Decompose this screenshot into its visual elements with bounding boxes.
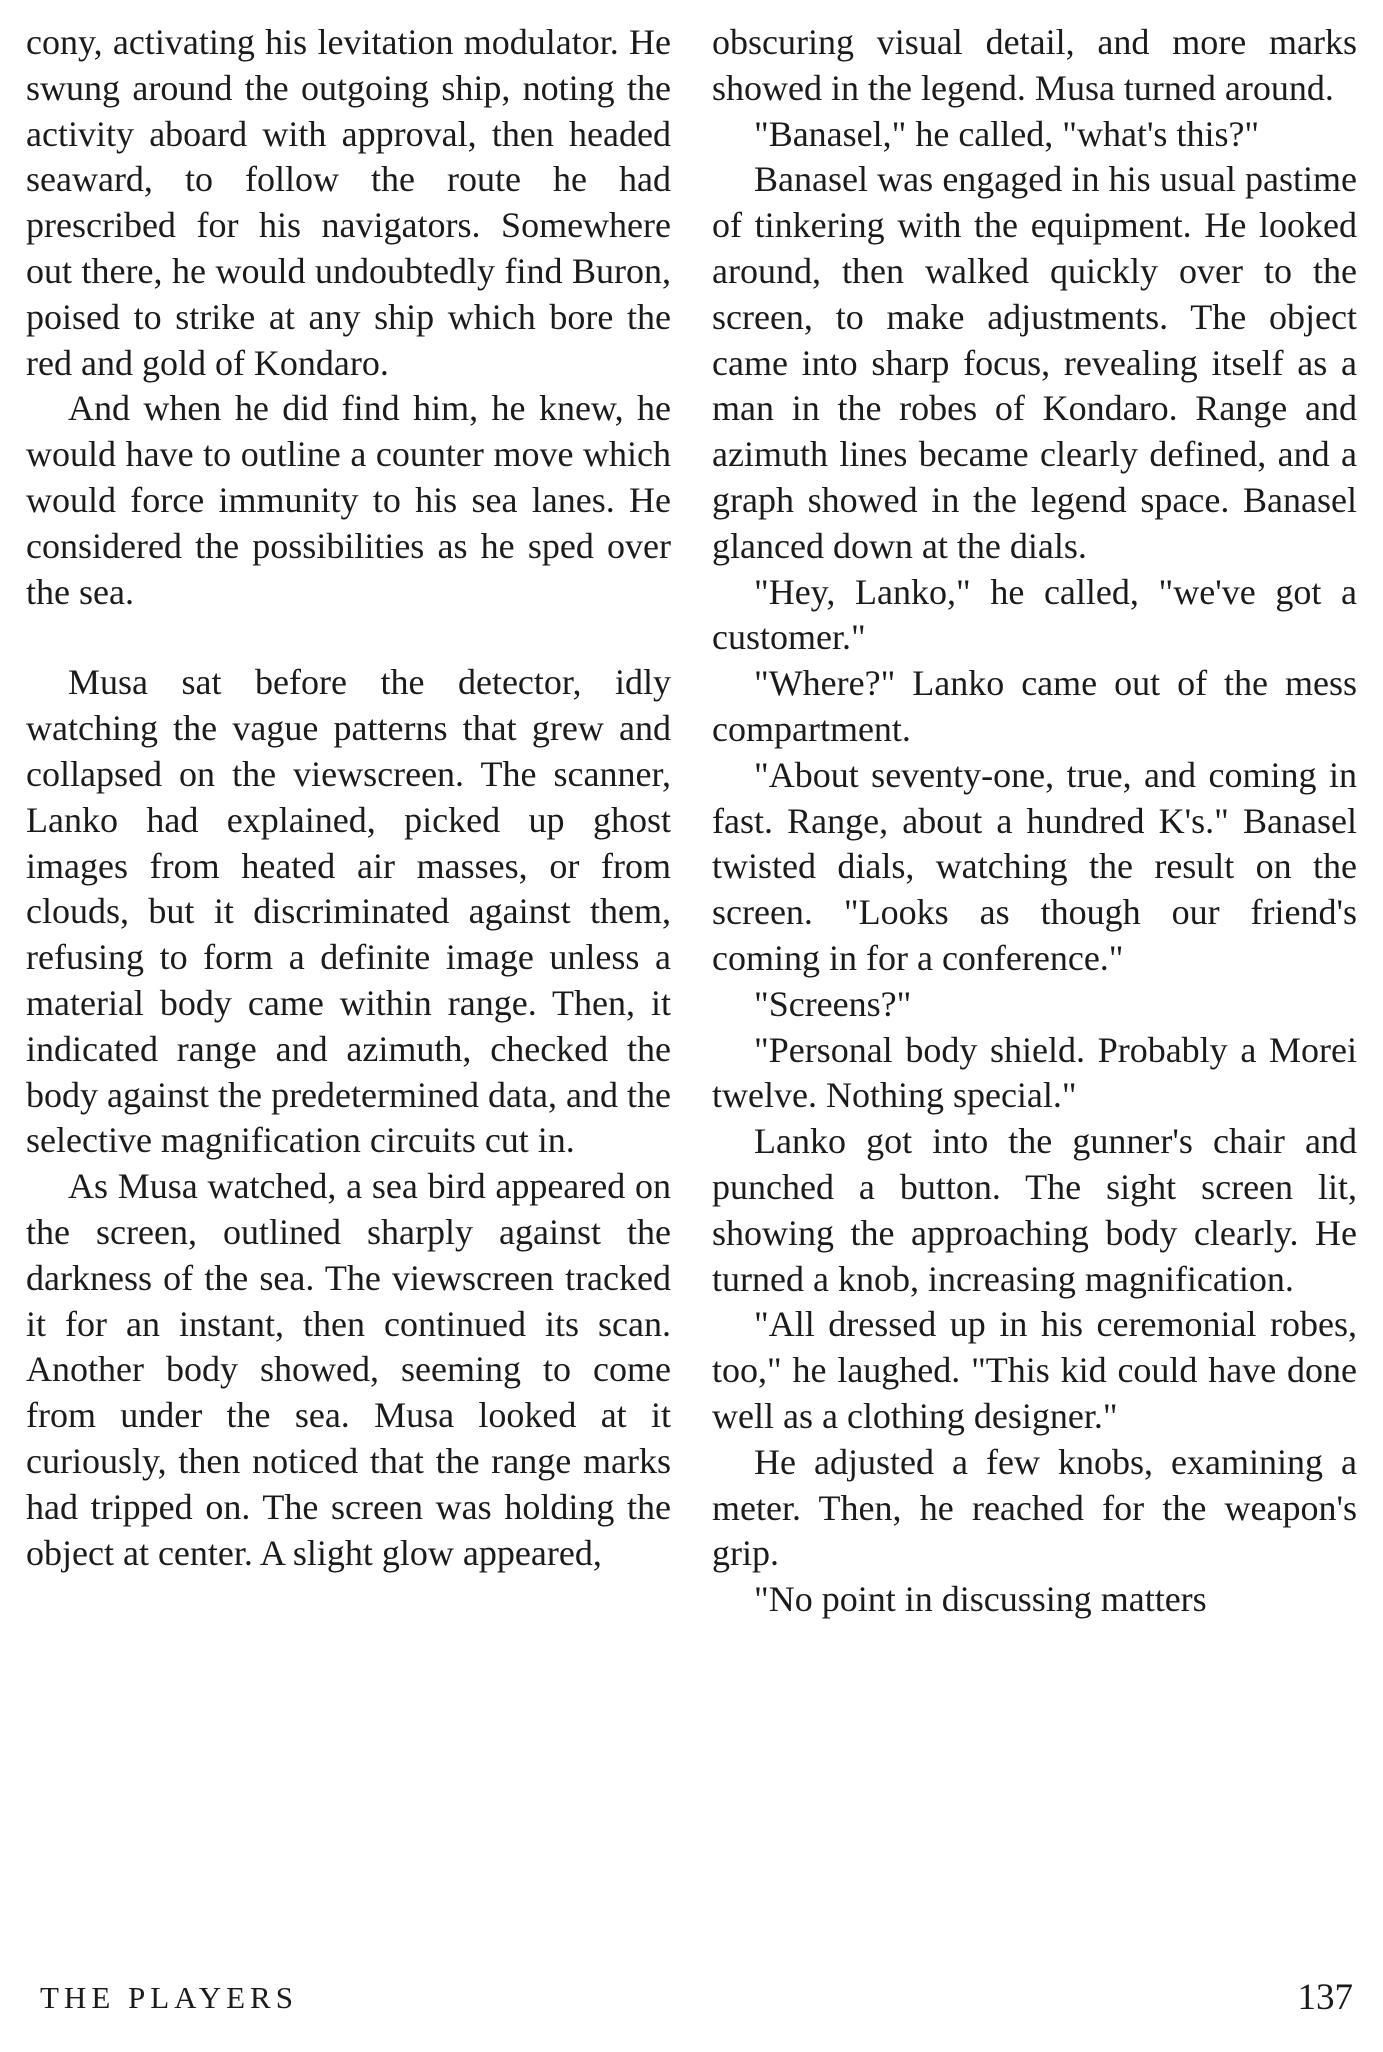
paragraph: "Where?" Lanko came out of the mess compartment. [712, 663, 1357, 749]
paragraph: obscuring visual detail, and more marks showed in the legend. Musa turned around. [712, 22, 1357, 108]
paragraph: cony, activating his levitation modulator. He swung around the outgoing ship, noting the activity aboard with approval, then headed seaward, to follow the route he had prescribed for his navigators. Somewhere out there, he would undoubtedly find Buron, poised to strike at any ship which bore the red and gold of Kondaro. [26, 22, 671, 383]
paragraph: Lanko got into the gunner's chair and punched a button. The sight screen lit, showing the approaching body clearly. He turned a knob, increasing magnification. [712, 1121, 1357, 1299]
paragraph: Banasel was engaged in his usual pastime of tinkering with the equipment. He looked around, then walked quickly over to the screen, to make adjustments. The object came into sharp focus, revealing itself as a man in the robes of Kondaro. Range and azimuth lines became clearly defined, and a graph showed in the legend space. Banasel glanced down at the dials. [712, 159, 1357, 566]
paragraph: He adjusted a few knobs, examining a meter. Then, he reached for the weapon's grip. [712, 1441, 1357, 1574]
paragraph: "Hey, Lanko," he called, "we've got a customer." [712, 571, 1357, 658]
page-number: 137 [1297, 1977, 1353, 2018]
page-footer [0, 1977, 1383, 2030]
paragraph: "No point in discussing matters [754, 1579, 1207, 1620]
right-column [712, 20, 1357, 1623]
left-column [26, 20, 671, 1576]
paragraph: "All dressed up in his ceremonial robes, too," he laughed. "This kid could have done well as a clothing designer." [712, 1304, 1357, 1436]
paragraph: "Screens?" [754, 983, 912, 1024]
paragraph: Musa sat before the detector, idly watching the vague patterns that grew and collapsed on the viewscreen. The scanner, Lanko had explained, picked up ghost images from heated air masses, or from clouds, but it discriminated against them, refusing to form a definite image unless a material body came within range. Then, it indicated range and azimuth, checked the body against the predetermined data, and the selective magnification circuits cut in. [26, 662, 671, 1161]
paragraph: "About seventy-one, true, and coming in fast. Range, about a hundred K's." Banasel twisted dials, watching the result on the screen. "Looks as though our friend's coming in for a conference." [712, 754, 1357, 978]
running-title: THE PLAYERS [40, 1980, 298, 2015]
paragraph: And when he did find him, he knew, he would have to outline a counter move which would force immunity to his sea lanes. He considered the possibilities as he sped over the sea. [26, 388, 671, 612]
paragraph: As Musa watched, a sea bird appeared on the screen, outlined sharply against the darkness of the sea. The viewscreen tracked it for an instant, then continued its scan. Another body showed, seeming to come from under the sea. Musa looked at it curiously, then noticed that the range marks had tripped on. The screen was holding the object at center. A slight glow appeared, [26, 1166, 671, 1573]
paragraph: "Personal body shield. Probably a Morei twelve. Nothing special." [712, 1029, 1357, 1116]
paragraph: "Banasel," he called, "what's this?" [754, 113, 1260, 154]
